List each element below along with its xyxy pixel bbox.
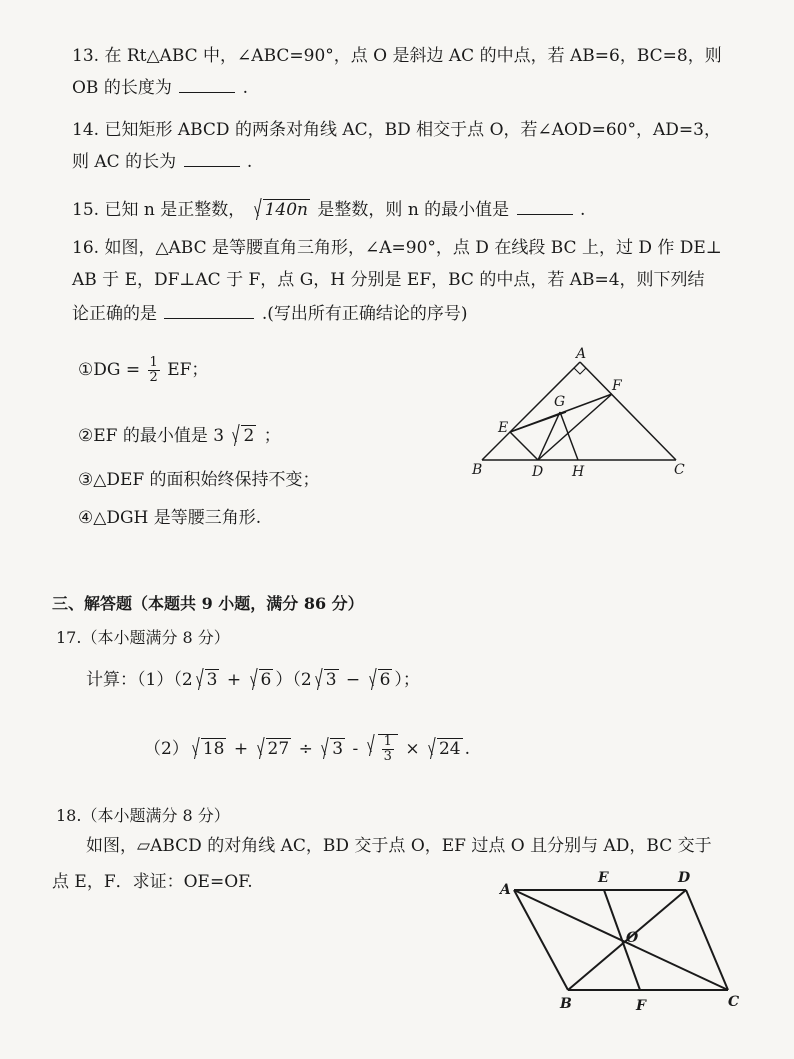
q16-opt2-pre: ②EF 的最小值是 3 <box>78 426 225 446</box>
q17-op4: × <box>405 739 420 759</box>
q13-line1: 13. 在 Rt△ABC 中，∠ABC=90°，点 O 是斜边 AC 的中点，若 AB=6，BC=8，则 <box>72 46 722 66</box>
q17-part1 <box>86 668 420 692</box>
fig18-label-o: O <box>626 930 639 946</box>
fig16-label-g: G <box>554 394 566 410</box>
q16-line3 <box>72 300 467 326</box>
q16-opt1-post: EF； <box>167 360 209 380</box>
fig16-label-d: D <box>532 464 544 480</box>
q17-op3: - <box>352 739 359 759</box>
q15-radicand: 140n <box>264 200 309 220</box>
q17-rad-7: 3 <box>332 739 344 759</box>
q17-part2 <box>144 734 470 764</box>
fig16-label-c: C <box>674 462 685 478</box>
q16-opt2-radicand: 2 <box>243 426 255 446</box>
fig18-line-ab <box>514 890 568 990</box>
q17-plus: + <box>226 670 242 690</box>
q17-sqrt-4 <box>366 668 393 692</box>
q17-end1: ）； <box>394 670 420 690</box>
q17-frac-num: 1 <box>383 734 392 749</box>
q16-opt1-fraction <box>148 356 160 385</box>
q18-parallelogram-figure <box>494 866 754 1016</box>
q13-line2-end: . <box>242 78 249 98</box>
q16-line2: AB 于 E，DF⊥AC 于 F，点 G，H 分别是 EF，BC 的中点，若 AB=4，则下列结 <box>72 270 705 290</box>
q17-rad-6: 27 <box>267 739 290 759</box>
q17-rad-8: 24 <box>438 739 461 759</box>
q17-p2-label: （2） <box>144 739 189 759</box>
q16-answer-blank[interactable] <box>164 300 254 319</box>
q17-header: 17.（本小题满分 8 分） <box>56 628 230 647</box>
q17-frac-den: 3 <box>383 749 392 764</box>
q16-triangle-figure <box>470 340 710 480</box>
q16-opt2-post: ； <box>263 426 281 446</box>
q16-opt2-sqrt <box>229 424 256 448</box>
q16-option-1 <box>78 356 208 385</box>
q17-rad-3: 3 <box>325 670 337 690</box>
q17-calc-label: 计算：（1）（2 <box>86 670 193 690</box>
fig18-label-b: B <box>560 996 572 1012</box>
q17-rad-4: 6 <box>379 670 391 690</box>
q17-mid: ）（2 <box>275 670 312 690</box>
q18-line1: 如图，▱ABCD 的对角线 AC，BD 交于点 O，EF 过点 O 且分别与 AD，BC 交于 <box>86 836 712 856</box>
q15-answer-blank[interactable] <box>517 196 573 215</box>
q17-rad-1: 3 <box>206 670 218 690</box>
fig16-label-f: F <box>612 378 622 394</box>
q15-sqrt <box>251 198 310 222</box>
fig16-line-ac <box>580 362 676 460</box>
fig16-line-de <box>510 432 538 460</box>
q17-sqrt-3 <box>312 668 339 692</box>
q16-line3-post: .(写出所有正确结论的序号) <box>261 304 468 324</box>
q17-sqrt-1 <box>193 668 220 692</box>
q17-frac-rad <box>378 734 398 764</box>
fig18-label-d: D <box>678 870 691 886</box>
fig18-label-c: C <box>728 994 740 1010</box>
q15-pre: 15. 已知 n 是正整数， <box>72 200 246 220</box>
q15-end: . <box>580 200 586 220</box>
fig16-line-gh <box>560 412 578 460</box>
fig18-label-f: F <box>636 998 646 1014</box>
fig16-line-dg <box>538 412 560 460</box>
q14-line2 <box>72 148 252 174</box>
q18-line2: 点 E，F．求证：OE=OF. <box>52 872 253 892</box>
fig16-line-eg-extra <box>510 412 566 432</box>
q14-line2-text: 则 AC 的长为 <box>72 152 177 172</box>
q17-sqrt-frac <box>364 734 398 764</box>
q16-option-4: ④△DGH 是等腰三角形. <box>78 508 262 528</box>
q16-line3-pre: 论正确的是 <box>72 304 157 324</box>
fig16-right-angle-mark <box>574 368 586 374</box>
q16-option-2 <box>78 424 281 448</box>
fig16-label-a: A <box>576 346 587 362</box>
fig16-label-e: E <box>498 420 509 436</box>
fig16-label-b: B <box>472 462 483 478</box>
q17-rad-2: 6 <box>260 670 272 690</box>
q13-line2-text: OB 的长度为 <box>72 78 172 98</box>
q16-line1: 16. 如图，△ABC 是等腰直角三角形，∠A=90°，点 D 在线段 BC 上，过 D 作 DE⊥ <box>72 238 722 258</box>
q13-line2 <box>72 74 248 100</box>
fig18-label-e: E <box>598 870 609 886</box>
q17-sqrt-6 <box>254 737 292 761</box>
q14-line2-end: . <box>246 152 253 172</box>
fig18-label-a: A <box>500 882 511 898</box>
section3-title: 三、解答题（本题共 9 小题，满分 86 分） <box>52 594 364 613</box>
q17-op1: + <box>233 739 249 759</box>
fig18-line-dc <box>686 890 728 990</box>
q17-frac <box>382 735 394 764</box>
q18-header: 18.（本小题满分 8 分） <box>56 806 230 825</box>
q15-line <box>72 196 585 222</box>
q17-minus: − <box>345 670 361 690</box>
q16-opt1-num: 1 <box>149 355 158 370</box>
q14-line1: 14. 已知矩形 ABCD 的两条对角线 AC，BD 相交于点 O，若∠AOD=60°，AD=3， <box>72 120 721 140</box>
q15-post: 是整数，则 n 的最小值是 <box>317 200 510 220</box>
q16-opt1-pre: ①DG = <box>78 360 141 380</box>
q17-sqrt-5 <box>189 737 227 761</box>
q17-op2: ÷ <box>298 739 313 759</box>
q16-option-3: ③△DEF 的面积始终保持不变； <box>78 470 320 490</box>
q14-answer-blank[interactable] <box>184 148 240 167</box>
q17-sqrt-8 <box>425 737 463 761</box>
q13-answer-blank[interactable] <box>179 74 235 93</box>
q17-sqrt-2 <box>247 668 274 692</box>
q17-rad-5: 18 <box>202 739 225 759</box>
q17-end2: . <box>464 739 471 759</box>
fig16-label-h: H <box>572 464 585 480</box>
q17-sqrt-7 <box>318 737 345 761</box>
q16-opt1-den: 2 <box>149 370 158 385</box>
